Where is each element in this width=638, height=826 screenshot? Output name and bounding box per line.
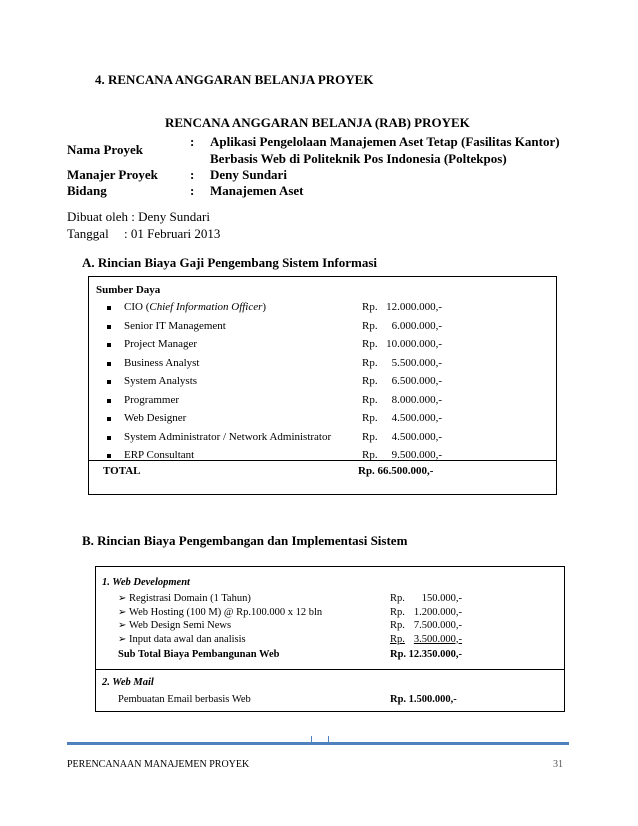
bidang-label: Bidang [67,183,107,198]
resource-name: System Administrator / Network Administrator [124,430,332,443]
section-a-total-value: Rp. 66.500.000,- [358,465,434,477]
footer-tab-mark [311,736,329,744]
dibuat-oleh: Dibuat oleh : Deny Sundari [67,209,210,224]
currency-label: Rp. [362,375,378,387]
resource-amount: 6.500.000,- [391,375,442,387]
currency-label: Rp. [362,301,378,313]
manajer-colon: : [190,167,195,182]
currency-label: Rp. [362,393,378,406]
section-b-title: B. Rincian Biaya Pengembangan dan Implementasi Sistem [82,533,408,548]
resource-name: Web Designer [124,412,187,424]
section-heading: 4. RENCANA ANGGARAN BELANJA PROYEK [95,72,374,87]
group2-label: 2. Web Mail [102,677,154,688]
web-dev-item: Input data awal dan analisis [129,633,246,645]
bullet-icon [107,343,111,347]
web-dev-amount: 150.000,- [421,593,462,604]
bullet-icon [107,436,111,440]
nama-proyek-value-line2: Berbasis Web di Politeknik Pos Indonesia (Poltekpos) [210,151,507,166]
web-dev-item: Web Design Semi News [129,620,232,631]
section-a-group-label: Sumber Daya [96,284,161,296]
arrow-bullet-icon: ➢ [118,620,127,631]
tanggal-label: Tanggal [67,226,109,241]
currency-label: Rp. [390,633,405,645]
resource-name: System Analysts [124,375,198,387]
resource-amount: 8.000.000,- [391,393,442,406]
footer-title: PERENCANAAN MANAJEMEN PROYEK [67,759,250,770]
section-a-total-label: TOTAL [103,465,141,477]
currency-label: Rp. [390,620,405,631]
resource-name: ERP Consultant [124,449,195,461]
resource-amount: 12.000.000,- [386,301,442,313]
page-number: 31 [553,759,563,770]
resource-amount: 10.000.000,- [386,338,442,350]
bullet-icon [107,362,111,366]
bullet-icon [107,380,111,384]
bullet-icon [107,325,111,329]
arrow-bullet-icon: ➢ [118,593,127,604]
nama-proyek-colon: : [190,134,195,149]
currency-label: Rp. [362,338,378,350]
group2-value: Rp. 1.500.000,- [390,694,457,705]
bullet-icon [107,306,111,310]
manajer-value: Deny Sundari [210,167,287,182]
nama-proyek-label: Nama Proyek [67,142,143,157]
currency-label: Rp. [390,593,405,604]
manajer-label: Manajer Proyek [67,167,158,182]
bullet-icon [107,417,111,421]
resource-name: Programmer [124,393,179,406]
web-dev-amount: 3.500.000,- [413,633,462,645]
group1-label: 1. Web Development [102,577,190,588]
resource-amount: 5.500.000,- [391,356,442,369]
currency-label: Rp. [362,319,378,332]
currency-label: Rp. [390,606,405,618]
group2-item: Pembuatan Email berbasis Web [118,694,251,705]
web-dev-amount: 7.500.000,- [413,620,462,631]
doc-title: RENCANA ANGGARAN BELANJA (RAB) PROYEK [165,115,470,130]
bullet-icon [107,399,111,403]
resource-amount: 6.000.000,- [391,319,442,332]
resource-name: Business Analyst [124,356,200,369]
nama-proyek-value-line1: Aplikasi Pengelolaan Manajemen Aset Tetap (Fasilitas Kantor) [210,134,560,149]
currency-label: Rp. [362,356,378,369]
currency-label: Rp. [362,449,378,461]
section-a-title: A. Rincian Biaya Gaji Pengembang Sistem Informasi [82,255,378,270]
currency-label: Rp. [362,412,378,424]
bullet-icon [107,454,111,458]
web-dev-item: Registrasi Domain (1 Tahun) [129,593,251,604]
section-b-divider [95,669,565,670]
bidang-value: Manajemen Aset [210,183,304,198]
tanggal-value: : 01 Februari 2013 [124,226,221,241]
arrow-bullet-icon: ➢ [118,633,127,645]
subtotal-label: Sub Total Biaya Pembangunan Web [118,649,280,660]
currency-label: Rp. [362,430,378,443]
resource-amount: 4.500.000,- [391,412,442,424]
resource-name: Project Manager [124,338,197,350]
resource-name: CIO (Chief Information Officer) [124,301,267,313]
subtotal-value: Rp. 12.350.000,- [390,649,463,660]
resource-name: Senior IT Management [124,319,226,332]
bidang-colon: : [190,183,195,198]
resource-amount: 4.500.000,- [391,430,442,443]
arrow-bullet-icon: ➢ [118,606,127,618]
web-dev-amount: 1.200.000,- [413,606,462,618]
resource-amount: 9.500.000,- [391,449,442,461]
web-dev-item: Web Hosting (100 M) @ Rp.100.000 x 12 bln [129,606,323,618]
